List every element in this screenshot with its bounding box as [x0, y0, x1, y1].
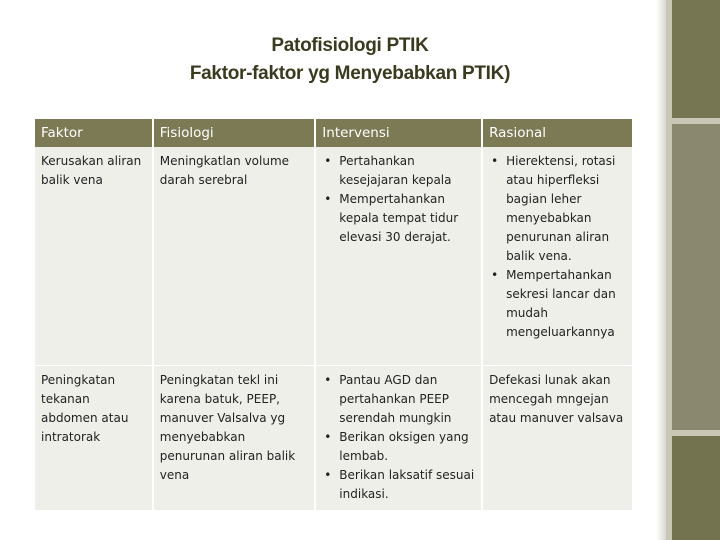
cell-rasional: Defekasi lunak akan mencegah mngejan atau manuver valsava — [482, 365, 633, 510]
ptik-factor-table — [35, 119, 634, 510]
sidebar-block-middle — [672, 124, 720, 430]
list-item: • Pertahankan kesejajaran kepala — [322, 152, 475, 190]
sidebar-block-top — [672, 0, 720, 118]
list-item: • Pantau AGD dan pertahankan PEEP serendah mungkin — [322, 371, 475, 428]
cell-intervensi — [315, 365, 482, 510]
intervensi-list — [322, 152, 475, 247]
title-line-1: Patofisiologi PTIK — [271, 35, 429, 56]
cell-intervensi — [315, 147, 482, 365]
table-header-row — [35, 119, 633, 147]
intervensi-list — [322, 371, 475, 504]
header-fisiologi: Fisiologi — [153, 119, 316, 147]
list-item: • Mempertahankan sekresi lancar dan mudah mengeluarkannya — [489, 266, 626, 342]
cell-fisiologi: Meningkatlan volume darah serebral — [153, 147, 316, 365]
cell-fisiologi: Peningkatan tekl ini karena batuk, PEEP, manuver Valsalva yg menyebabkan penurunan aliran balik vena — [153, 365, 316, 510]
slide-title — [100, 32, 600, 88]
header-intervensi: Intervensi — [315, 119, 482, 147]
sidebar-block-bottom — [672, 436, 720, 540]
header-faktor: Faktor — [35, 119, 153, 147]
cell-rasional — [482, 147, 633, 365]
table-row — [35, 147, 633, 365]
rasional-list — [489, 152, 626, 342]
slide-shadow — [656, 0, 666, 540]
cell-faktor: Peningkatan tekanan abdomen atau intratorak — [35, 365, 153, 510]
decorative-sidebar — [666, 0, 720, 540]
list-item: • Berikan laksatif sesuai indikasi. — [322, 466, 475, 504]
cell-faktor: Kerusakan aliran balik vena — [35, 147, 153, 365]
title-line-2: Faktor-faktor yg Menyebabkan PTIK) — [189, 63, 511, 84]
list-item: • Hierektensi, rotasi atau hiperfleksi bagian leher menyebabkan penurunan aliran balik vena. — [489, 152, 626, 266]
table-row — [35, 365, 633, 510]
list-item: • Berikan oksigen yang lembab. — [322, 428, 475, 466]
list-item: • Mempertahankan kepala tempat tidur elevasi 30 derajat. — [322, 190, 475, 247]
header-rasional: Rasional — [482, 119, 633, 147]
